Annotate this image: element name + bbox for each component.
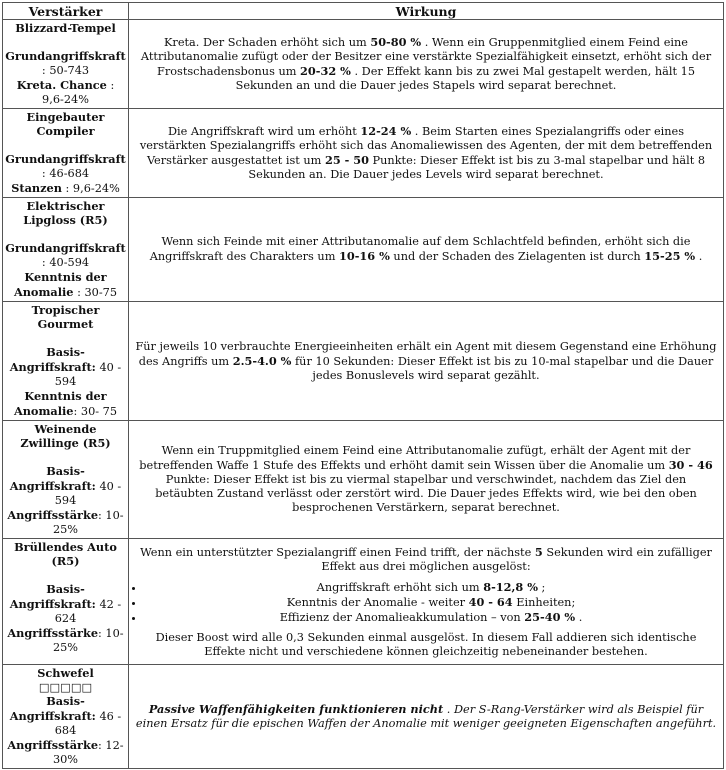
- table-row: [3, 20, 724, 109]
- effect-outro: Dieser Boost wird alle 0,3 Sekunden einmal ausgelöst. In diesem Fall addieren sich identische Effekte nicht und verschiedene können gleichzeitig nebeneinander bestehen.: [155, 630, 697, 658]
- stat2-value: : 10-25%: [52, 509, 124, 536]
- amplifier-cell: [3, 20, 129, 109]
- effect-text: Kreta. Der Schaden erhöht sich um: [163, 36, 371, 49]
- amplifier-name: Weinende Zwillinge (R5): [20, 422, 111, 450]
- list-item: [145, 580, 717, 595]
- effect-text: Einheiten;: [512, 595, 576, 609]
- stat2-label: Stanzen: [11, 181, 62, 195]
- stat1-label: Basis-Angriffskraft:: [9, 582, 96, 611]
- effect-value: 40 - 64: [468, 594, 513, 609]
- amplifier-cell: [3, 665, 129, 769]
- stat2-label: Kenntnis der Anomalie: [13, 389, 107, 418]
- effect-text: Punkte: Dieser Effekt ist bis zu 3-mal stapelbar und hält 8 Sekunden an. Die Dauer jedes Levels wird separat berechnet.: [248, 154, 706, 181]
- list-item: [145, 610, 717, 625]
- effect-cell: [129, 198, 724, 302]
- effect-text: und der Schaden des Zielagenten ist durch: [389, 250, 645, 263]
- effect-value: 30 - 46: [668, 458, 713, 472]
- stat1-label: Grundangriffskraft: [5, 152, 126, 166]
- amplifier-name: Tropischer Gourmet: [31, 303, 100, 331]
- table-row: [3, 665, 724, 769]
- column-header-effect: Wirkung: [129, 3, 724, 20]
- effect-text: Punkte: Dieser Effekt ist bis zu viermal stapelbar und verschwindet, nachdem das Ziel den betäubten Zustand verlässt oder zerstört wird. Die Dauer jedes Effekts wird, wie bei den oben besprochenen Verstärkern, separat berechnet.: [155, 473, 697, 514]
- effect-cell: [129, 109, 724, 198]
- effect-text: . Beim Starten eines Spezialangriffs oder eines verstärkten Spezialangriffs erhöht sich das Anomaliewissen des Agenten, der mit dem betreffenden Verstärker ausgestattet ist um: [139, 125, 713, 167]
- stat1-value: 46 - 684: [54, 710, 122, 737]
- amplifier-table: [2, 2, 724, 769]
- stat2-value: : 12-30%: [52, 739, 124, 766]
- amplifier-name: Brüllendes Auto (R5): [14, 540, 117, 568]
- stat2-label: Kreta. Chance: [16, 78, 107, 92]
- amplifier-cell: [3, 109, 129, 198]
- table-row: [3, 302, 724, 421]
- effect-text: Sekunden wird ein zufälliger Effekt aus drei möglichen ausgelöst:: [321, 545, 712, 573]
- table-row: [3, 109, 724, 198]
- effect-list: [135, 580, 717, 625]
- effect-value: 12-24 %: [360, 124, 412, 138]
- effect-cell: [129, 20, 724, 109]
- effect-text: . Der Effekt kann bis zu zwei Mal gestapelt werden, hält 15 Sekunden an und die Dauer jedes Stapels wird separat berechnet.: [235, 65, 696, 92]
- effect-value: 50-80 %: [370, 35, 422, 49]
- amplifier-cell: [3, 198, 129, 302]
- stat1-value: : 50-743: [41, 64, 90, 77]
- effect-value: 8-12,8 %: [483, 579, 538, 594]
- effect-text: .: [575, 610, 583, 624]
- effect-cell: [129, 302, 724, 421]
- effect-cell: [129, 539, 724, 665]
- effect-value: 25-40 %: [524, 609, 576, 624]
- amplifier-name: Blizzard-Tempel: [15, 21, 116, 35]
- rarity-stars: □□□□□: [38, 680, 93, 694]
- effect-text: Angriffskraft erhöht sich um: [316, 580, 484, 594]
- effect-cell: [129, 665, 724, 769]
- table-row: [3, 421, 724, 539]
- stat1-label: Basis-Angriffskraft:: [9, 464, 96, 493]
- stat1-label: Basis-Angriffskraft:: [9, 345, 96, 374]
- effect-text: Effizienz der Anomalieakkumulation – von: [279, 610, 525, 624]
- effect-cell: [129, 421, 724, 539]
- stat2-label: Kenntnis der Anomalie: [13, 270, 107, 299]
- stat2-label: Angriffsstärke: [7, 626, 99, 640]
- stat2-label: Angriffsstärke: [7, 738, 99, 752]
- effect-text: .: [695, 250, 703, 263]
- effect-text: Wenn sich Feinde mit einer Attributanomalie auf dem Schlachtfeld befinden, erhöht sich die Angriffskraft des Charakters um: [149, 235, 691, 263]
- stat1-value: 40 - 594: [54, 361, 122, 388]
- effect-text: Wenn ein Truppmitglied einem Feind eine Attributanomalie zufügt, erhält der Agent mit der betreffenden Waffe 1 Stufe des Effekts und erhöht damit sein Wissen über die Anomalie um: [139, 444, 691, 472]
- stat2-value: : 9,6-24%: [42, 79, 115, 106]
- effect-value: 25 - 50: [324, 153, 369, 167]
- stat1-label: Basis-Angriffskraft:: [9, 694, 96, 723]
- effect-value: 5: [534, 544, 543, 559]
- effect-value: Passive Waffenfähigkeiten funktionieren nicht: [148, 702, 444, 716]
- effect-text: . Der S-Rang-Verstärker wird als Beispiel für einen Ersatz für die epischen Waffen der Anomalie mit weniger geeigneten Eigenschaften angeführt.: [135, 703, 717, 730]
- effect-text: Für jeweils 10 verbrauchte Energieeinheiten erhält ein Agent mit diesem Gegenstand eine Erhöhung des Angriffs um: [135, 339, 717, 368]
- amplifier-cell: [3, 539, 129, 665]
- table-header-row: [3, 3, 724, 20]
- effect-intro: [135, 545, 717, 574]
- stat2-value: : 30- 75: [73, 405, 118, 418]
- list-item: [145, 595, 717, 610]
- effect-text: . Wenn ein Gruppenmitglied einem Feind eine Attributanomalie zufügt oder der Besitzer eine verstärkte Spezialfähigkeit einsetzt, erhöht sich der Frostschadensbonus um: [140, 36, 712, 78]
- stat1-label: Grundangriffskraft: [5, 49, 126, 63]
- amplifier-name: Elektrischer Lipgloss (R5): [23, 199, 108, 227]
- effect-text: Wenn ein unterstützter Spezialangriff einen Feind trifft, der nächste: [140, 545, 535, 559]
- effect-value: 10-16 %: [339, 249, 390, 263]
- stat1-label: Grundangriffskraft: [5, 241, 126, 255]
- amplifier-cell: [3, 302, 129, 421]
- stat1-value: 42 - 624: [54, 598, 122, 625]
- stat1-value: : 40-594: [41, 256, 90, 269]
- stat1-value: : 46-684: [41, 167, 90, 180]
- stat2-label: Angriffsstärke: [7, 508, 99, 522]
- table-row: [3, 539, 724, 665]
- effect-text: für 10 Sekunden: Dieser Effekt ist bis zu 10-mal stapelbar und die Dauer jedes Bonuslevels wird separat gezählt.: [291, 354, 714, 382]
- amplifier-cell: [3, 421, 129, 539]
- stat2-value: : 30-75: [77, 286, 118, 299]
- effect-value: 20-32 %: [300, 64, 351, 78]
- stat2-value: : 10-25%: [52, 627, 124, 654]
- effect-text: Kenntnis der Anomalie - weiter: [286, 595, 469, 609]
- amplifier-name: Eingebauter Compiler: [26, 110, 105, 138]
- effect-value: 15-25 %: [644, 249, 696, 263]
- effect-text: Die Angriffskraft wird um erhöht: [167, 125, 361, 138]
- stat1-value: 40 - 594: [54, 480, 122, 507]
- column-header-amplifier: Verstärker: [3, 3, 129, 20]
- table-row: [3, 198, 724, 302]
- effect-text: ;: [537, 580, 546, 594]
- amplifier-name: Schwefel: [37, 666, 94, 680]
- effect-value: 2.5-4.0 %: [232, 353, 292, 368]
- stat2-value: : 9,6-24%: [65, 182, 120, 195]
